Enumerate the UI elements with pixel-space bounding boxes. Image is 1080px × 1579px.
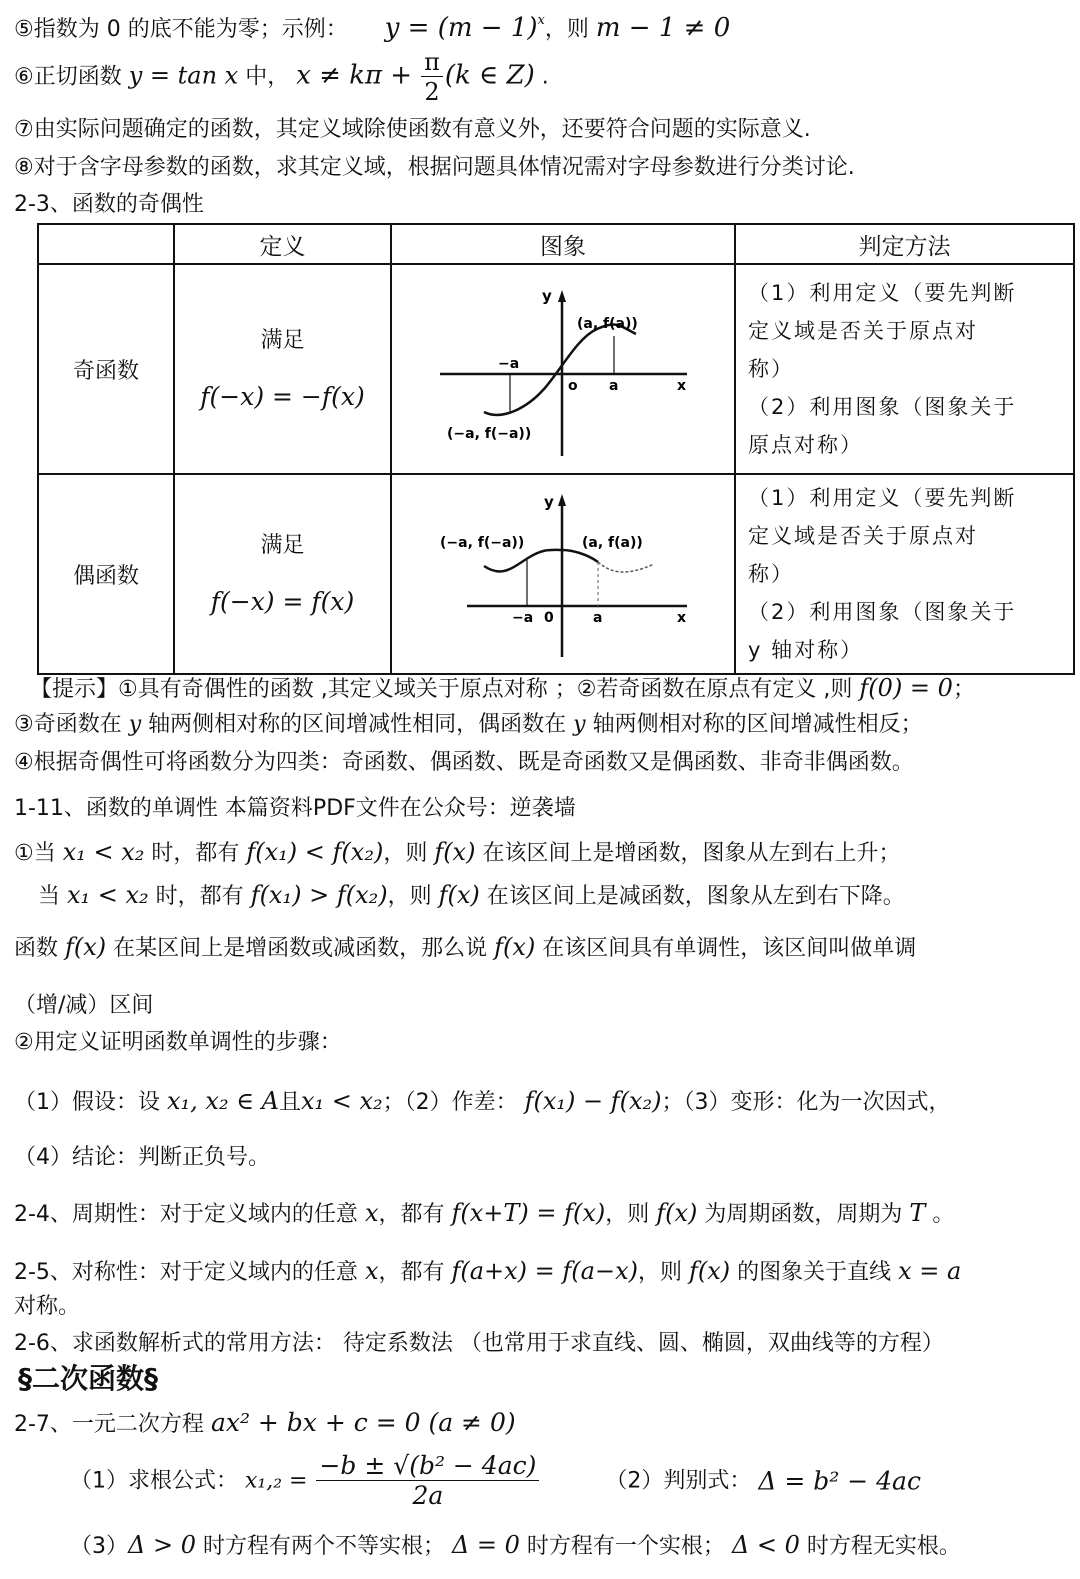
svg-text:x: x [677,609,687,626]
odd-function-graph [391,264,735,474]
quadratic-formula-row: （1）求根公式： x₁,₂ = $\frac{\text{−b ± √(b² − 4ac)}}{2a}$ （2）判别式： Δ = b² − 4ac [70,1451,921,1510]
even-function-row [38,474,1074,674]
tan-function: y = tan x [128,61,239,90]
section-1-11-title: 1-11、函数的单调性 本篇资料PDF文件在公众号：逆袭墙 [14,796,576,821]
section-2-4-periodicity: 2-4、周期性：对于定义域内的任意 x，都有 f(x+T) = f(x)，则 f(x) 为周期函数，周期为 T 。 [14,1199,955,1227]
section-2-6-methods: 2-6、求函数解析式的常用方法： 待定系数法 （也常用于求直线、圆、椭圆，双曲线等的方程） [14,1331,944,1356]
tip-2: ③奇函数在 y 轴两侧相对称的区间增减性相同，偶函数在 y 轴两侧相对称的区间增减性相反； [14,712,923,737]
even-function-method: （1）利用定义（要先判断 定义域是否关于原点对 称） （2）利用图象（图象关于 y 轴对称） [735,474,1074,674]
header-definition: 定义 [174,224,391,264]
discriminant-cases: （3）Δ > 0 时方程有两个不等实根； Δ = 0 时方程有一个实根； Δ < 0 时方程无实根。 [70,1531,961,1559]
svg-text:y: y [544,492,554,511]
odd-function-name: 奇函数 [38,264,174,474]
section-2-5-symmetry-end: 对称。 [14,1294,81,1319]
svg-text:−a: −a [512,609,534,626]
svg-text:(a, f(a)): (a, f(a)) [577,316,638,332]
table-header-row [38,224,1074,264]
svg-text:o: o [568,378,578,394]
rule-7: ⑦由实际问题确定的函数，其定义域除使函数有意义外，还要符合问题的实际意义. [14,117,811,142]
even-function-name: 偶函数 [38,474,174,674]
header-method: 判定方法 [735,224,1074,264]
rule-5-example: $y = (m - 1)^x$ [384,13,545,43]
rule-5: ⑤指数为 0 的底不能为零；示例： $y = (m - 1)^x$，则 m − 1 ≠ 0 [14,13,731,43]
mono-interval: （增/减）区间 [14,993,154,1018]
pi-over-2: $\frac{\pi}{2}$ [421,48,443,107]
mono-definition: 函数 f(x) 在某区间上是增函数或减函数，那么说 f(x) 在该区间具有单调性，该区间叫做单调 [14,933,917,961]
mono-proof-steps: （1）假设：设 x₁, x₂ ∈ A且x₁ < x₂；（2）作差： f(x₁) − f(x₂)；（3）变形：化为一次因式， [14,1087,951,1115]
section-2-3-title: 2-3、函数的奇偶性 [14,192,204,217]
even-function-definition: 满足 f(−x) = f(x) [174,474,391,674]
svg-text:(−a, f(−a)): (−a, f(−a)) [447,426,532,442]
svg-text:0: 0 [544,609,554,626]
quadratic-section-title: §二次函数§ [18,1362,159,1395]
root-formula-fraction: $\frac{\text{−b ± √(b² − 4ac)}}{2a}$ [316,1452,539,1511]
rule-8: ⑧对于含字母参数的函数，求其定义域，根据问题具体情况需对字母参数进行分类讨论. [14,155,855,180]
svg-text:a: a [609,378,619,394]
f-zero-equals-zero: f(0) = 0 [859,674,953,702]
root-formula-lhs: x₁,₂ = [245,1468,308,1494]
svg-text:(a, f(a)): (a, f(a)) [582,534,643,551]
tip-3: ④根据奇偶性可将函数分为四类：奇函数、偶函数、既是奇函数又是偶函数、非奇非偶函数。 [14,750,914,775]
svg-text:a: a [593,609,603,626]
svg-text:x: x [677,378,687,394]
section-2-5-symmetry: 2-5、对称性：对于定义域内的任意 x，都有 f(a+x) = f(a−x)，则 f(x) 的图象关于直线 x = a [14,1257,962,1285]
discriminant-formula: Δ = b² − 4ac [758,1466,921,1496]
header-graph: 图象 [391,224,735,264]
mono-decreasing: 当 x₁ < x₂ 时，都有 f(x₁) > f(x₂)，则 f(x) 在该区间上是减函数，图象从左到右下降。 [38,881,905,909]
svg-text:y: y [542,287,552,305]
mono-proof-steps-title: ②用定义证明函数单调性的步骤： [14,1030,342,1055]
parity-table [37,223,1075,675]
odd-function-definition: 满足 f(−x) = −f(x) [174,264,391,474]
mono-proof-conclusion: （4）结论：判断正负号。 [14,1145,270,1170]
tip-1: 【提示】①具有奇偶性的函数 ,其定义域关于原点对称 ；②若奇函数在原点有定义 ,则 f(0) = 0； [30,674,975,702]
rule-6: ⑥正切函数 y = tan x 中， x ≠ kπ + $\frac{\pi}{2}$ (k ∈ Z) . [14,48,549,106]
even-function-graph [391,474,735,674]
odd-function-method: （1）利用定义（要先判断 定义域是否关于原点对 称） （2）利用图象（图象关于 原点对称） [735,264,1074,474]
rule-5-conclusion: m − 1 ≠ 0 [595,13,731,43]
svg-text:−a: −a [498,356,520,372]
odd-function-row [38,264,1074,474]
svg-text:(−a, f(−a)): (−a, f(−a)) [440,534,525,551]
rule-5-text: ⑤指数为 0 的底不能为零；示例： [14,17,348,42]
mono-increasing: ①当 x₁ < x₂ 时，都有 f(x₁) < f(x₂)，则 f(x) 在该区间上是增函数，图象从左到右上升； [14,838,901,866]
section-2-7-equation: 2-7、一元二次方程 ax² + bx + c = 0 (a ≠ 0) [14,1408,516,1437]
